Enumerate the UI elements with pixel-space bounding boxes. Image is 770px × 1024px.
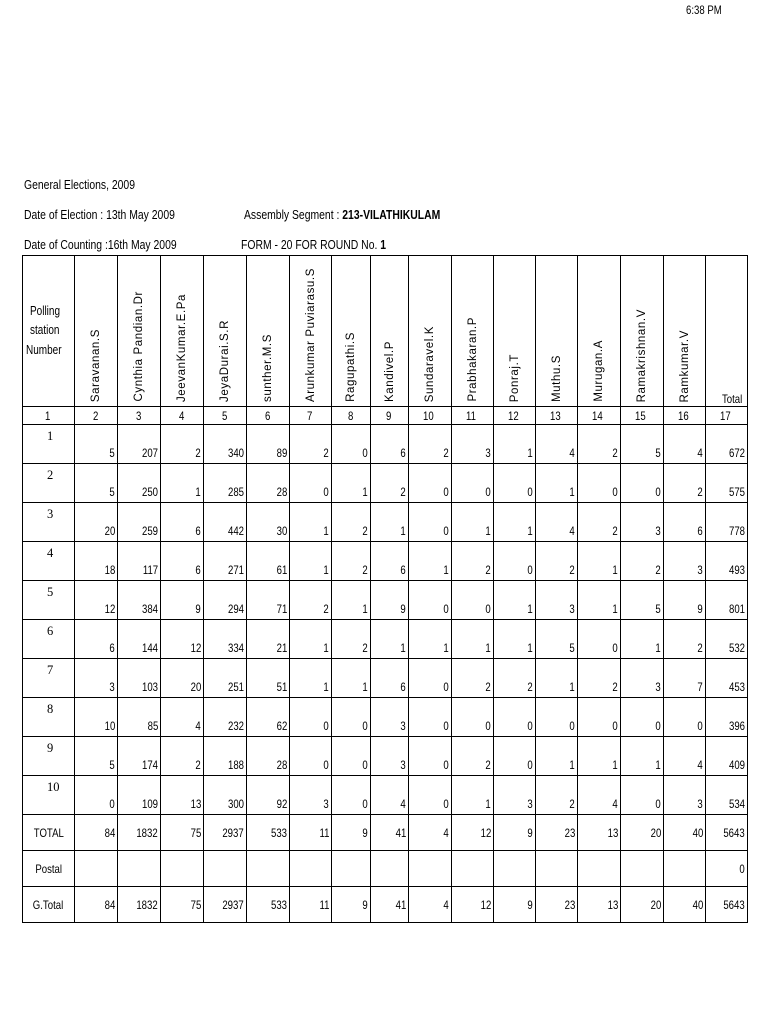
postal-row-cell [247, 851, 290, 887]
candidate-header [290, 256, 332, 407]
polling-station-number: 2 [23, 464, 75, 503]
vote-cell: 4 [161, 698, 204, 737]
vote-cell: 1 [371, 503, 409, 542]
vote-cell: 28 [247, 464, 290, 503]
postal-row-cell [494, 851, 536, 887]
vote-cell: 1 [536, 659, 578, 698]
table-row [23, 737, 748, 776]
postal-row-cell [621, 851, 664, 887]
vote-cell: 0 [494, 542, 536, 581]
vote-cell: 250 [118, 464, 161, 503]
candidate-name: sunther.M.S [261, 334, 274, 402]
total-row-cell: 13 [578, 815, 621, 851]
vote-cell: 2 [371, 464, 409, 503]
candidate-name: JeyaDurai.S.R [218, 320, 231, 402]
column-number: 4 [161, 407, 204, 425]
vote-cell: 1 [494, 581, 536, 620]
candidate-name: Muthu.S [550, 354, 563, 402]
grand-total-row-cell: 4 [409, 887, 452, 923]
vote-cell: 6 [371, 542, 409, 581]
vote-cell: 6 [161, 542, 204, 581]
postal-row-cell [409, 851, 452, 887]
postal-row-cell [118, 851, 161, 887]
vote-cell: 1 [494, 620, 536, 659]
vote-cell: 2 [332, 503, 371, 542]
vote-cell: 5 [621, 581, 664, 620]
vote-cell: 1 [536, 464, 578, 503]
grand-total-row-cell: 11 [290, 887, 332, 923]
grand-total-row [23, 887, 748, 923]
vote-cell: 1 [290, 503, 332, 542]
postal-row-cell [290, 851, 332, 887]
vote-cell: 0 [332, 776, 371, 815]
grand-total-row-cell: 75 [161, 887, 204, 923]
row-total-cell: 453 [706, 659, 748, 698]
candidate-header [161, 256, 204, 407]
vote-cell: 5 [536, 620, 578, 659]
vote-cell: 0 [409, 581, 452, 620]
polling-station-number: 4 [23, 542, 75, 581]
vote-cell: 2 [621, 542, 664, 581]
vote-cell: 10 [75, 698, 118, 737]
vote-cell: 1 [621, 737, 664, 776]
vote-cell: 2 [494, 659, 536, 698]
candidate-name: Ramkumar.V [678, 329, 691, 402]
vote-cell: 0 [332, 425, 371, 464]
vote-cell: 1 [409, 542, 452, 581]
column-number: 1 [23, 407, 75, 425]
vote-cell: 4 [664, 425, 706, 464]
candidate-name: Sundaravel.K [423, 325, 436, 402]
vote-cell: 5 [621, 425, 664, 464]
table-row [23, 620, 748, 659]
candidate-header [621, 256, 664, 407]
vote-cell: 7 [664, 659, 706, 698]
polling-station-number: 5 [23, 581, 75, 620]
vote-cell: 3 [452, 425, 494, 464]
postal-row-cell [75, 851, 118, 887]
total-header: Total [706, 256, 748, 407]
vote-cell: 1 [452, 776, 494, 815]
vote-cell: 3 [494, 776, 536, 815]
total-row-cell: 5643 [706, 815, 748, 851]
vote-cell: 0 [290, 737, 332, 776]
candidate-header [75, 256, 118, 407]
grand-total-row-cell: 23 [536, 887, 578, 923]
candidate-name: Murugan.A [592, 340, 605, 402]
vote-cell: 0 [332, 698, 371, 737]
table-row [23, 503, 748, 542]
total-row [23, 815, 748, 851]
vote-cell: 232 [204, 698, 247, 737]
total-row-cell: 533 [247, 815, 290, 851]
vote-cell: 442 [204, 503, 247, 542]
candidate-name: Ramakrishnan.V [635, 308, 648, 402]
vote-cell: 9 [161, 581, 204, 620]
vote-cell: 1 [290, 620, 332, 659]
vote-cell: 0 [409, 776, 452, 815]
grand-total-row-cell: 84 [75, 887, 118, 923]
vote-cell: 188 [204, 737, 247, 776]
vote-cell: 3 [536, 581, 578, 620]
total-row-label: TOTAL [23, 815, 75, 851]
form-round: FORM - 20 FOR ROUND No. 1 [241, 237, 387, 252]
polling-station-number: 3 [23, 503, 75, 542]
polling-station-number: 1 [23, 425, 75, 464]
column-number: 17 [706, 407, 748, 425]
column-number-row [23, 407, 748, 425]
grand-total-row-cell: 1832 [118, 887, 161, 923]
column-number: 15 [621, 407, 664, 425]
candidate-header [409, 256, 452, 407]
candidate-name: Prabhakaran.P [466, 317, 479, 402]
grand-total-row-cell: 533 [247, 887, 290, 923]
postal-row-cell [664, 851, 706, 887]
total-row-cell: 75 [161, 815, 204, 851]
table-row [23, 542, 748, 581]
vote-cell: 2 [452, 737, 494, 776]
column-number: 9 [371, 407, 409, 425]
vote-cell: 0 [536, 698, 578, 737]
total-row-cell: 1832 [118, 815, 161, 851]
polling-station-number: 7 [23, 659, 75, 698]
vote-cell: 1 [332, 464, 371, 503]
vote-cell: 294 [204, 581, 247, 620]
assembly-segment: Assembly Segment : 213-VILATHIKULAM [244, 207, 441, 222]
grand-total-row-label: G.Total [23, 887, 75, 923]
election-title: General Elections, 2009 [24, 177, 136, 192]
grand-total-row-cell: 20 [621, 887, 664, 923]
vote-cell: 12 [161, 620, 204, 659]
candidate-header [247, 256, 290, 407]
vote-cell: 251 [204, 659, 247, 698]
vote-cell: 117 [118, 542, 161, 581]
postal-row-cell [204, 851, 247, 887]
row-total-cell: 493 [706, 542, 748, 581]
vote-cell: 207 [118, 425, 161, 464]
grand-total-row-cell: 9 [494, 887, 536, 923]
vote-cell: 2 [409, 425, 452, 464]
table-row [23, 464, 748, 503]
vote-cell: 3 [75, 659, 118, 698]
segment-value: 213-VILATHIKULAM [342, 207, 441, 222]
vote-cell: 2 [161, 737, 204, 776]
postal-row-cell [161, 851, 204, 887]
status-time: 6:38 PM [686, 3, 722, 17]
vote-cell: 5 [75, 737, 118, 776]
column-number: 10 [409, 407, 452, 425]
vote-cell: 2 [332, 620, 371, 659]
vote-cell: 0 [290, 464, 332, 503]
vote-cell: 2 [332, 542, 371, 581]
vote-cell: 13 [161, 776, 204, 815]
polling-station-number: 10 [23, 776, 75, 815]
vote-cell: 0 [452, 464, 494, 503]
candidate-name: Kandivel.P [383, 341, 396, 402]
vote-cell: 1 [290, 542, 332, 581]
vote-cell: 5 [75, 425, 118, 464]
column-number: 2 [75, 407, 118, 425]
postal-row-cell [332, 851, 371, 887]
vote-cell: 0 [621, 776, 664, 815]
column-number: 5 [204, 407, 247, 425]
vote-cell: 2 [452, 542, 494, 581]
candidate-header [664, 256, 706, 407]
vote-cell: 2 [578, 503, 621, 542]
vote-cell: 3 [621, 659, 664, 698]
row-total-cell: 409 [706, 737, 748, 776]
vote-cell: 1 [332, 659, 371, 698]
vote-cell: 1 [578, 542, 621, 581]
column-number: 11 [452, 407, 494, 425]
grand-total-row-cell: 13 [578, 887, 621, 923]
vote-cell: 0 [332, 737, 371, 776]
postal-row-cell [578, 851, 621, 887]
vote-cell: 1 [494, 503, 536, 542]
vote-cell: 2 [290, 425, 332, 464]
vote-cell: 1 [290, 659, 332, 698]
postal-row-cell: 0 [706, 851, 748, 887]
grand-total-row-cell: 12 [452, 887, 494, 923]
vote-cell: 6 [371, 425, 409, 464]
column-number: 6 [247, 407, 290, 425]
column-number: 16 [664, 407, 706, 425]
candidate-name: Arunkumar Puviarasu.S [304, 267, 317, 402]
round-number: 1 [380, 237, 387, 252]
candidate-name: Ragupathi.S [344, 332, 357, 402]
vote-cell: 21 [247, 620, 290, 659]
polling-station-number: 8 [23, 698, 75, 737]
vote-cell: 9 [371, 581, 409, 620]
vote-cell: 384 [118, 581, 161, 620]
candidate-header [332, 256, 371, 407]
table-row [23, 659, 748, 698]
grand-total-row-cell: 9 [332, 887, 371, 923]
vote-cell: 300 [204, 776, 247, 815]
polling-station-number: 6 [23, 620, 75, 659]
vote-cell: 2 [452, 659, 494, 698]
vote-cell: 285 [204, 464, 247, 503]
postal-row-label: Postal [23, 851, 75, 887]
vote-cell: 0 [578, 464, 621, 503]
vote-cell: 1 [536, 737, 578, 776]
vote-cell: 2 [578, 425, 621, 464]
vote-cell: 1 [494, 425, 536, 464]
column-number: 13 [536, 407, 578, 425]
vote-cell: 174 [118, 737, 161, 776]
vote-cell: 2 [664, 464, 706, 503]
vote-cell: 0 [578, 698, 621, 737]
vote-cell: 6 [75, 620, 118, 659]
vote-cell: 2 [161, 425, 204, 464]
vote-cell: 0 [621, 698, 664, 737]
candidate-name: Ponraj.T [508, 353, 521, 402]
postal-row [23, 851, 748, 887]
vote-cell: 0 [494, 464, 536, 503]
vote-cell: 1 [409, 620, 452, 659]
date-of-counting: Date of Counting :16th May 2009 [24, 237, 177, 252]
postal-row-cell [371, 851, 409, 887]
vote-cell: 144 [118, 620, 161, 659]
total-row-cell: 40 [664, 815, 706, 851]
vote-cell: 89 [247, 425, 290, 464]
vote-cell: 2 [290, 581, 332, 620]
column-number: 12 [494, 407, 536, 425]
vote-cell: 18 [75, 542, 118, 581]
candidate-header-row [23, 256, 748, 407]
grand-total-row-cell: 41 [371, 887, 409, 923]
vote-cell: 28 [247, 737, 290, 776]
vote-cell: 6 [664, 503, 706, 542]
vote-cell: 4 [536, 425, 578, 464]
table-row [23, 698, 748, 737]
grand-total-row-cell: 40 [664, 887, 706, 923]
vote-cell: 340 [204, 425, 247, 464]
vote-cell: 334 [204, 620, 247, 659]
vote-cell: 0 [290, 698, 332, 737]
column-number: 14 [578, 407, 621, 425]
candidate-name: Cynthia Pandian.Dr [132, 291, 145, 402]
candidate-header [536, 256, 578, 407]
vote-cell: 3 [621, 503, 664, 542]
vote-cell: 1 [621, 620, 664, 659]
vote-cell: 0 [409, 737, 452, 776]
table-row [23, 425, 748, 464]
vote-cell: 0 [75, 776, 118, 815]
vote-cell: 5 [75, 464, 118, 503]
vote-cell: 61 [247, 542, 290, 581]
vote-cell: 4 [578, 776, 621, 815]
total-row-cell: 11 [290, 815, 332, 851]
total-row-cell: 41 [371, 815, 409, 851]
row-total-cell: 575 [706, 464, 748, 503]
vote-cell: 0 [494, 698, 536, 737]
vote-cell: 0 [409, 503, 452, 542]
vote-cell: 9 [664, 581, 706, 620]
total-row-cell: 23 [536, 815, 578, 851]
vote-cell: 4 [664, 737, 706, 776]
candidate-header [578, 256, 621, 407]
total-row-cell: 84 [75, 815, 118, 851]
vote-cell: 1 [452, 620, 494, 659]
vote-cell: 1 [452, 503, 494, 542]
vote-cell: 6 [161, 503, 204, 542]
row-total-cell: 672 [706, 425, 748, 464]
row-total-cell: 534 [706, 776, 748, 815]
vote-cell: 51 [247, 659, 290, 698]
total-row-cell: 9 [332, 815, 371, 851]
vote-cell: 109 [118, 776, 161, 815]
candidate-header [204, 256, 247, 407]
vote-cell: 62 [247, 698, 290, 737]
date-of-election: Date of Election : 13th May 2009 [24, 207, 175, 222]
vote-cell: 0 [409, 698, 452, 737]
total-row-cell: 9 [494, 815, 536, 851]
total-row-cell: 4 [409, 815, 452, 851]
vote-cell: 20 [161, 659, 204, 698]
candidate-name: Saravanan.S [89, 328, 102, 402]
vote-cell: 92 [247, 776, 290, 815]
vote-cell: 0 [664, 698, 706, 737]
column-number: 7 [290, 407, 332, 425]
column-number: 3 [118, 407, 161, 425]
vote-cell: 3 [664, 542, 706, 581]
row-total-cell: 396 [706, 698, 748, 737]
row-total-cell: 778 [706, 503, 748, 542]
vote-cell: 6 [371, 659, 409, 698]
postal-row-cell [452, 851, 494, 887]
vote-cell: 1 [578, 737, 621, 776]
vote-cell: 12 [75, 581, 118, 620]
vote-cell: 1 [371, 620, 409, 659]
vote-cell: 1 [161, 464, 204, 503]
vote-cell: 71 [247, 581, 290, 620]
vote-cell: 0 [621, 464, 664, 503]
candidate-header [371, 256, 409, 407]
vote-cell: 0 [578, 620, 621, 659]
vote-cell: 271 [204, 542, 247, 581]
polling-station-header: Polling station Number [23, 256, 75, 407]
candidate-header [452, 256, 494, 407]
postal-row-cell [536, 851, 578, 887]
results-table [22, 255, 748, 923]
row-total-cell: 532 [706, 620, 748, 659]
vote-cell: 20 [75, 503, 118, 542]
vote-cell: 0 [452, 581, 494, 620]
vote-cell: 30 [247, 503, 290, 542]
vote-cell: 0 [452, 698, 494, 737]
vote-cell: 0 [409, 659, 452, 698]
vote-cell: 4 [371, 776, 409, 815]
candidate-name: JeevanKumar.E.Pa [175, 293, 188, 402]
vote-cell: 0 [494, 737, 536, 776]
vote-cell: 0 [409, 464, 452, 503]
grand-total-row-cell: 5643 [706, 887, 748, 923]
vote-cell: 4 [536, 503, 578, 542]
total-row-cell: 2937 [204, 815, 247, 851]
vote-cell: 2 [578, 659, 621, 698]
table-row [23, 776, 748, 815]
vote-cell: 1 [332, 581, 371, 620]
vote-cell: 3 [371, 698, 409, 737]
table-row [23, 581, 748, 620]
column-number: 8 [332, 407, 371, 425]
vote-cell: 103 [118, 659, 161, 698]
vote-cell: 2 [536, 542, 578, 581]
vote-cell: 2 [664, 620, 706, 659]
candidate-header [118, 256, 161, 407]
polling-station-number: 9 [23, 737, 75, 776]
row-total-cell: 801 [706, 581, 748, 620]
vote-cell: 1 [578, 581, 621, 620]
vote-cell: 3 [371, 737, 409, 776]
vote-cell: 3 [664, 776, 706, 815]
vote-cell: 3 [290, 776, 332, 815]
vote-cell: 85 [118, 698, 161, 737]
vote-cell: 2 [536, 776, 578, 815]
vote-cell: 259 [118, 503, 161, 542]
total-row-cell: 12 [452, 815, 494, 851]
candidate-header [494, 256, 536, 407]
grand-total-row-cell: 2937 [204, 887, 247, 923]
total-row-cell: 20 [621, 815, 664, 851]
